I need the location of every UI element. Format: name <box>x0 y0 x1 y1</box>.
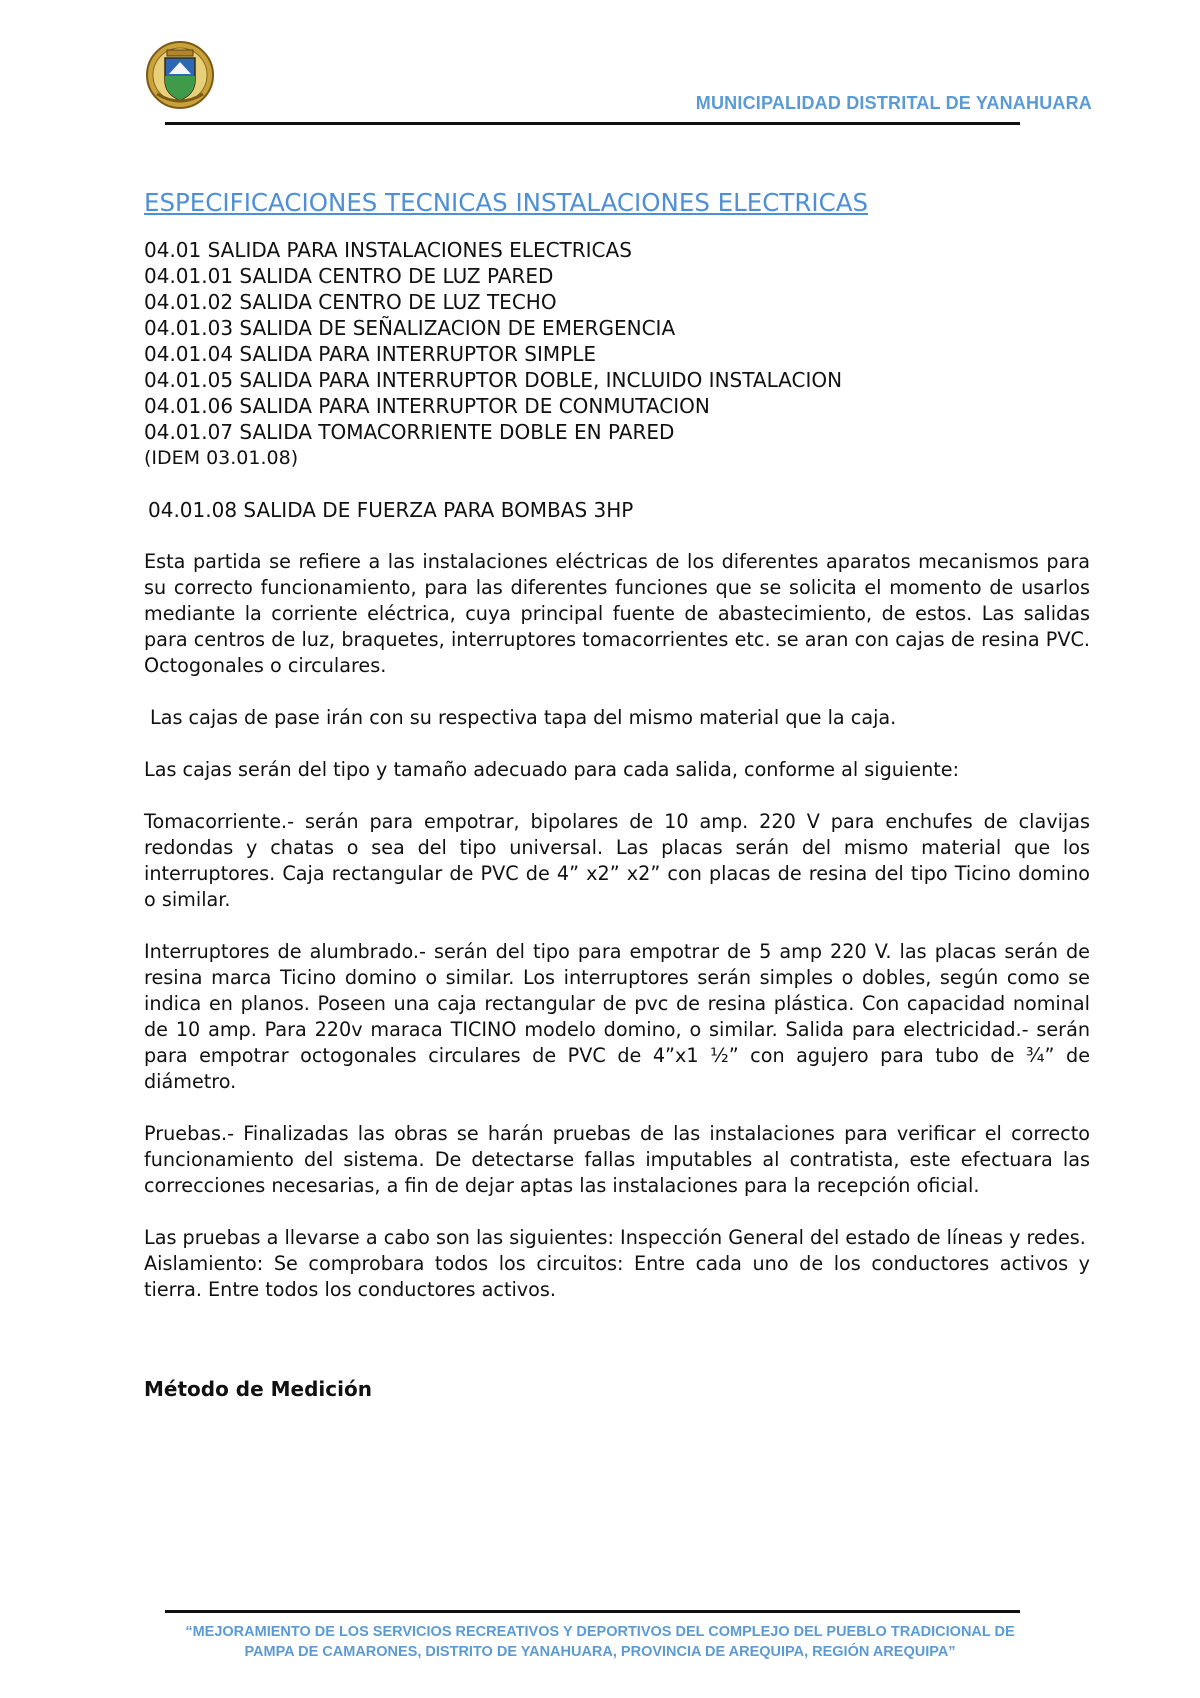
spec-item: 04.01.07 SALIDA TOMACORRIENTE DOBLE EN PARED <box>144 420 675 444</box>
idem-note: (IDEM 03.01.08) <box>144 447 299 469</box>
document-body <box>144 188 1090 1401</box>
footer-line: PAMPA DE CAMARONES, DISTRITO DE YANAHUARA, PROVINCIA DE AREQUIPA, REGIÓN AREQUIPA” <box>244 1644 956 1660</box>
spec-item: 04.01.02 SALIDA CENTRO DE LUZ TECHO <box>144 290 557 314</box>
paragraph-junction-boxes: Las cajas de pase irán con su respectiva tapa del mismo material que la caja. <box>150 706 897 729</box>
spec-item: 04.01.01 SALIDA CENTRO DE LUZ PARED <box>144 264 554 288</box>
paragraph-tests: Pruebas.- Finalizadas las obras se harán pruebas de las instalaciones para verificar el correcto funcionamiento del sistema. De detectarse fallas imputables al contratista, este efectuara las correcciones necesarias, a fin de dejar aptas las instalaciones para la recepción oficial. <box>144 1122 1090 1197</box>
header-divider <box>165 122 1020 125</box>
header-organization: MUNICIPALIDAD DISTRITAL DE YANAHUARA <box>695 93 1092 113</box>
paragraph-outlets: Tomacorriente.- serán para empotrar, bipolares de 10 amp. 220 V para enchufes de clavijas redondas y chatas o sea del tipo universal. Las placas serán del mismo material que los interruptores. Caja rectangular de PVC de 4” x2” x2” con placas de resina del tipo Ticino domino o similar. <box>144 810 1090 911</box>
spec-item: 04.01.03 SALIDA DE SEÑALIZACION DE EMERGENCIA <box>144 316 676 340</box>
footer-project-title <box>120 1622 1080 1662</box>
paragraph-box-types: Las cajas serán del tipo y tamaño adecuado para cada salida, conforme al siguiente: <box>144 758 960 781</box>
paragraph-test-list: Las pruebas a llevarse a cabo son las siguientes: Inspección General del estado de líneas y redes. <box>144 1226 1086 1249</box>
method-heading: Método de Medición <box>144 1377 372 1401</box>
municipal-coat-of-arms-icon <box>143 38 217 112</box>
spec-item: 04.01.04 SALIDA PARA INTERRUPTOR SIMPLE <box>144 342 596 366</box>
paragraph-switches: Interruptores de alumbrado.- serán del tipo para empotrar de 5 amp 220 V. las placas serán de resina marca Ticino domino o similar. Los interruptores serán simples o dobles, según como se indica en planos. Poseen una caja rectangular de pvc de resina plástica. Con capacidad nominal de 10 amp. Para 220v maraca TICINO modelo domino, o similar. Salida para electricidad.- serán para empotrar octogonales circulares de PVC de 4”x1 ½” con agujero para tubo de ¾” de diámetro. <box>144 940 1090 1093</box>
section-subtitle: 04.01.08 SALIDA DE FUERZA PARA BOMBAS 3HP <box>148 498 634 522</box>
paragraph-insulation: Aislamiento: Se comprobara todos los circuitos: Entre cada uno de los conductores activos y tierra. Entre todos los conductores activos. <box>144 1252 1090 1301</box>
footer-line: “MEJORAMIENTO DE LOS SERVICIOS RECREATIVOS Y DEPORTIVOS DEL COMPLEJO DEL PUEBLO TRADICIONAL DE <box>185 1624 1015 1640</box>
document-title: ESPECIFICACIONES TECNICAS INSTALACIONES ELECTRICAS <box>144 188 869 217</box>
paragraph-description: Esta partida se refiere a las instalaciones eléctricas de los diferentes aparatos mecanismos para su correcto funcionamiento, para las diferentes funciones que se solicita el momento de usarlos mediante la corriente eléctrica, cuya principal fuente de abastecimiento, de estos. Las salidas para centros de luz, braquetes, interruptores tomacorrientes etc. se aran con cajas de resina PVC. Octogonales o circulares. <box>144 550 1090 677</box>
footer-divider <box>165 1610 1020 1613</box>
spec-item: 04.01.06 SALIDA PARA INTERRUPTOR DE CONMUTACION <box>144 394 710 418</box>
spec-item: 04.01.05 SALIDA PARA INTERRUPTOR DOBLE, INCLUIDO INSTALACION <box>144 368 843 392</box>
spec-item: 04.01 SALIDA PARA INSTALACIONES ELECTRICAS <box>144 238 632 262</box>
